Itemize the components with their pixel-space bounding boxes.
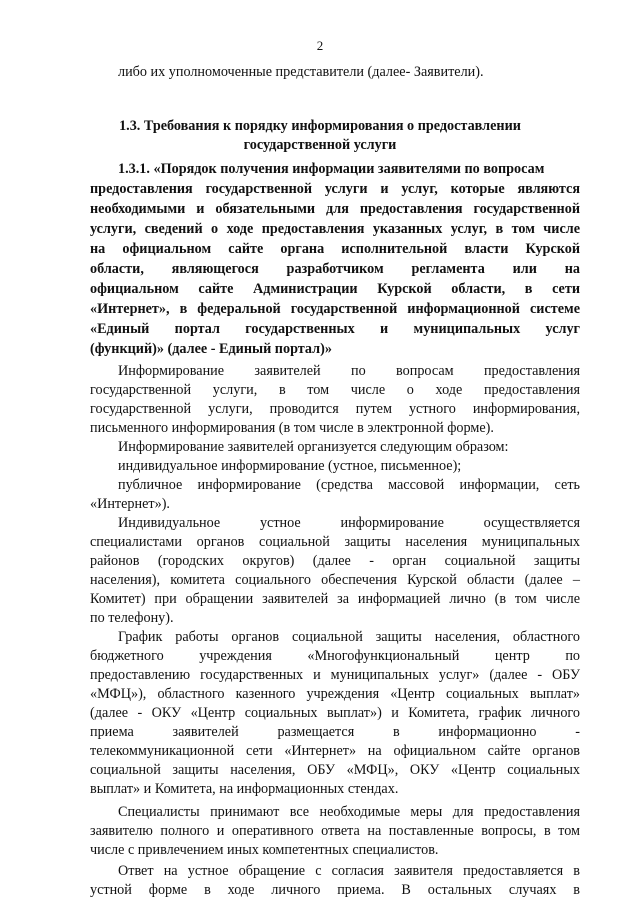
body-line: Ответ на устное обращение с согласия заявителя предоставляется в (118, 863, 580, 879)
body-line: государственной услуги, проводится путем устного информирования, (90, 401, 580, 417)
subsection-line: (функций)» (далее - Единый портал)» (90, 341, 332, 357)
body-line: График работы органов социальной защиты населения, областного (118, 629, 580, 645)
body-line: районов (городских округов) (далее - орган социальной защиты (90, 553, 580, 569)
subsection-line: «Интернет», в федеральной государственной информационной системе (90, 301, 580, 317)
subsection-line: области, являющегося разработчиком регламента или на (90, 261, 580, 277)
body-line: специалистами органов социальной защиты населения муниципальных (90, 534, 580, 550)
body-line: «Интернет»). (90, 496, 170, 512)
body-line: приема заявителей размещается в информационно - (90, 724, 580, 740)
subsection-line: официальном сайте Администрации Курской области, в сети (90, 281, 580, 297)
body-line: «МФЦ»), областного казенного учреждения «Центр социальных выплат» (90, 686, 580, 702)
body-line: индивидуальное информирование (устное, письменное); (118, 458, 462, 474)
body-line: Информирование заявителей организуется следующим образом: (118, 439, 509, 455)
body-line: устной форме в ходе личного приема. В остальных случаях в (90, 882, 580, 898)
body-line: предоставлению государственных и муниципальных услуг» (далее - ОБУ (90, 667, 580, 683)
body-line: населения), комитета социального обеспечения Курской области (далее – (90, 572, 580, 588)
body-line: числе с привлечением иных компетентных специалистов. (90, 842, 439, 858)
subsection-line: предоставления государственной услуги и услуг, которые являются (90, 181, 580, 197)
body-line: выплат» и Комитета, на информационных стендах. (90, 781, 399, 797)
body-line: государственной услуги, в том числе о ходе предоставления (90, 382, 580, 398)
page-number: 2 (316, 38, 324, 53)
body-line: письменного информирования (в том числе в электронной форме). (90, 420, 494, 436)
section-heading-line-1: 1.3. Требования к порядку информирования о предоставлении (119, 118, 521, 134)
body-line: Информирование заявителей по вопросам предоставления (118, 363, 580, 379)
body-line: Специалисты принимают все необходимые меры для предоставления (118, 804, 580, 820)
body-line: телекоммуникационной сети «Интернет» на официальном сайте органов (90, 743, 580, 759)
body-line: Индивидуальное устное информирование осуществляется (118, 515, 580, 531)
subsection-line: необходимыми и обязательными для предоставления государственной (90, 201, 580, 217)
subsection-line: на официальном сайте органа исполнительной власти Курской (90, 241, 580, 257)
subsection-line: услуги, сведений о ходе предоставления указанных услуг, в том числе (90, 221, 580, 237)
subsection-line: 1.3.1. «Порядок получения информации заявителями по вопросам (118, 161, 545, 177)
intro-line: либо их уполномоченные представители (далее- Заявители). (118, 64, 484, 80)
body-line: публичное информирование (средства массовой информации, сеть (118, 477, 580, 493)
body-line: по телефону). (90, 610, 174, 626)
body-line: бюджетного учреждения «Многофункциональный центр по (90, 648, 580, 664)
body-line: заявителю полного и оперативного ответа на поставленные вопросы, в том (90, 823, 580, 839)
section-heading-line-2: государственной услуги (243, 137, 397, 153)
body-line: (далее - ОКУ «Центр социальных выплат») и Комитета, график личного (90, 705, 580, 721)
body-line: социальной защиты населения, ОБУ «МФЦ», ОКУ «Центр социальных (90, 762, 580, 778)
subsection-line: «Единый портал государственных и муниципальных услуг (90, 321, 580, 337)
body-line: Комитет) при обращении заявителей за информацией лично (в том числе (90, 591, 580, 607)
